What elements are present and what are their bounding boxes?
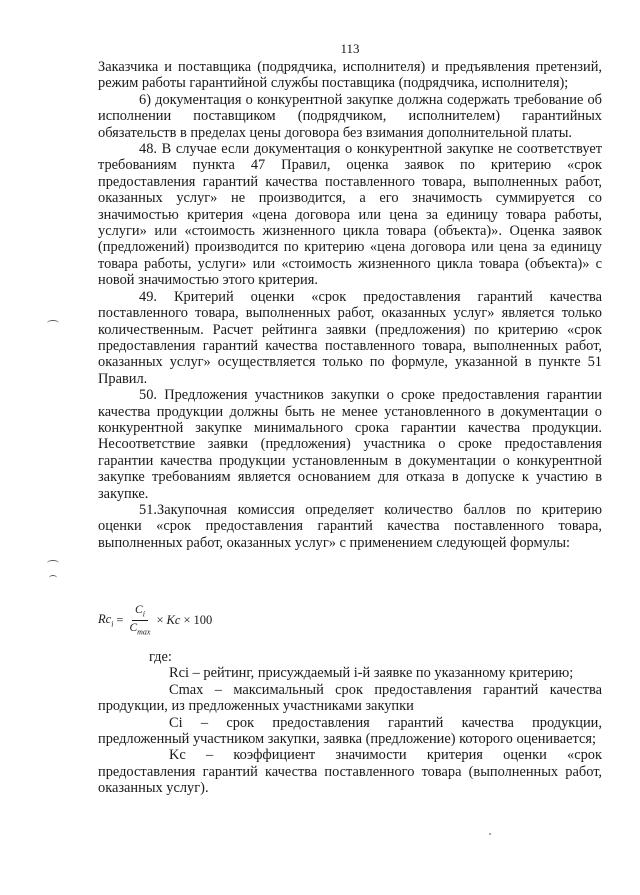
scan-mark-1 [47, 320, 59, 326]
page-number: 113 [340, 41, 360, 56]
formula-constant: 100 [193, 612, 213, 627]
paragraph-49: 49. Критерий оценки «срок предоставления гарантий качества поставленного товара, выполненных работ, оказанных услуг» является только количественным. Расчет рейтинга заявки (предложения) по критерию «срок предоставления гарантий качества поставленного товара, выполненных работ, оказанных услуг» осуществляется только по формуле, указанной в пункте 51 Правил. [98, 288, 602, 387]
definition-cmax: Cmax – максимальный срок предоставления гарантий качества продукции, из предложенных участниками закупки [98, 681, 602, 715]
paragraph-item-6: 6) документация о конкурентной закупке должна содержать требование об исполнении поставщиком (подрядчиком, исполнителем) гарантийных обязательств в пределах цены договора без взимания дополнительной платы. [98, 91, 602, 141]
scan-mark-3 [49, 575, 57, 581]
formula-numerator: $C_i$ [132, 604, 148, 620]
formula-denominator: $C_{max}$ [129, 621, 151, 636]
formula-equals: = [116, 612, 124, 627]
definition-ci: Ci – срок предоставления гарантий качества продукции, предложенный участником закупки, заявка (предложение) которого оценивается; [98, 714, 602, 748]
rating-formula [98, 600, 212, 640]
document-page [98, 0, 602, 895]
formula-times-1: × [156, 612, 164, 627]
formula-definitions [98, 649, 602, 797]
scan-dot [489, 833, 491, 835]
formula-coefficient: Kc [166, 612, 181, 627]
paragraph-51: 51.Закупочная комиссия определяет количество баллов по критерию оценки «срок предоставления гарантий качества поставленного товара, выполненных работ, оказанных услуг» с применением следующей формулы: [98, 501, 602, 551]
definition-kc: Kc – коэффициент значимости критерия оценки «срок предоставления гарантий качества поставленного товара (выполненных работ, оказанных услуг). [98, 747, 602, 797]
formula-fraction [129, 604, 150, 636]
body-text [98, 59, 602, 551]
formula-lhs: $Rc_i$ [98, 611, 114, 629]
formula-times-2: × [183, 612, 191, 627]
scan-mark-2 [47, 560, 59, 566]
paragraph-48: 48. В случае если документация о конкурентной закупке не соответствует требованиям пункта 47 Правил, оценка заявок по критерию «срок предоставления гарантий качества поставленного товара, выполненных работ, оказанных услуг» не производится, а его значимость суммируется со значимостью критерия «цена договора или цена за единицу товара работы, услуги» или «стоимость жизненного цикла товара (объекта)». Оценка заявок (предложений) производится по критерию «цена договора или цена за единицу товара работы, услуги» или «стоимость жизненного цикла товара (объекта)» с новой значимостью этого критерия. [98, 141, 602, 289]
paragraph-50: 50. Предложения участников закупки о сроке предоставления гарантии качества продукции должны быть не менее установленного в документации о конкурентной закупке минимального срока гарантии качества продукции. Несоответствие заявки (предложения) участника о сроке предоставления гарантии качества продукции установленным в документации о конкурентной закупке требованиям является основанием для отказа в допуске к участию в закупке. [98, 387, 602, 502]
definition-where: где: [149, 649, 172, 665]
paragraph-continuation: Заказчика и поставщика (подрядчика, исполнителя) и предъявления претензий, режим работы гарантийной службы поставщика (подрядчика, исполнителя); [98, 59, 602, 92]
definition-rci: Rci – рейтинг, присуждаемый i-й заявке по указанному критерию; [169, 665, 574, 682]
